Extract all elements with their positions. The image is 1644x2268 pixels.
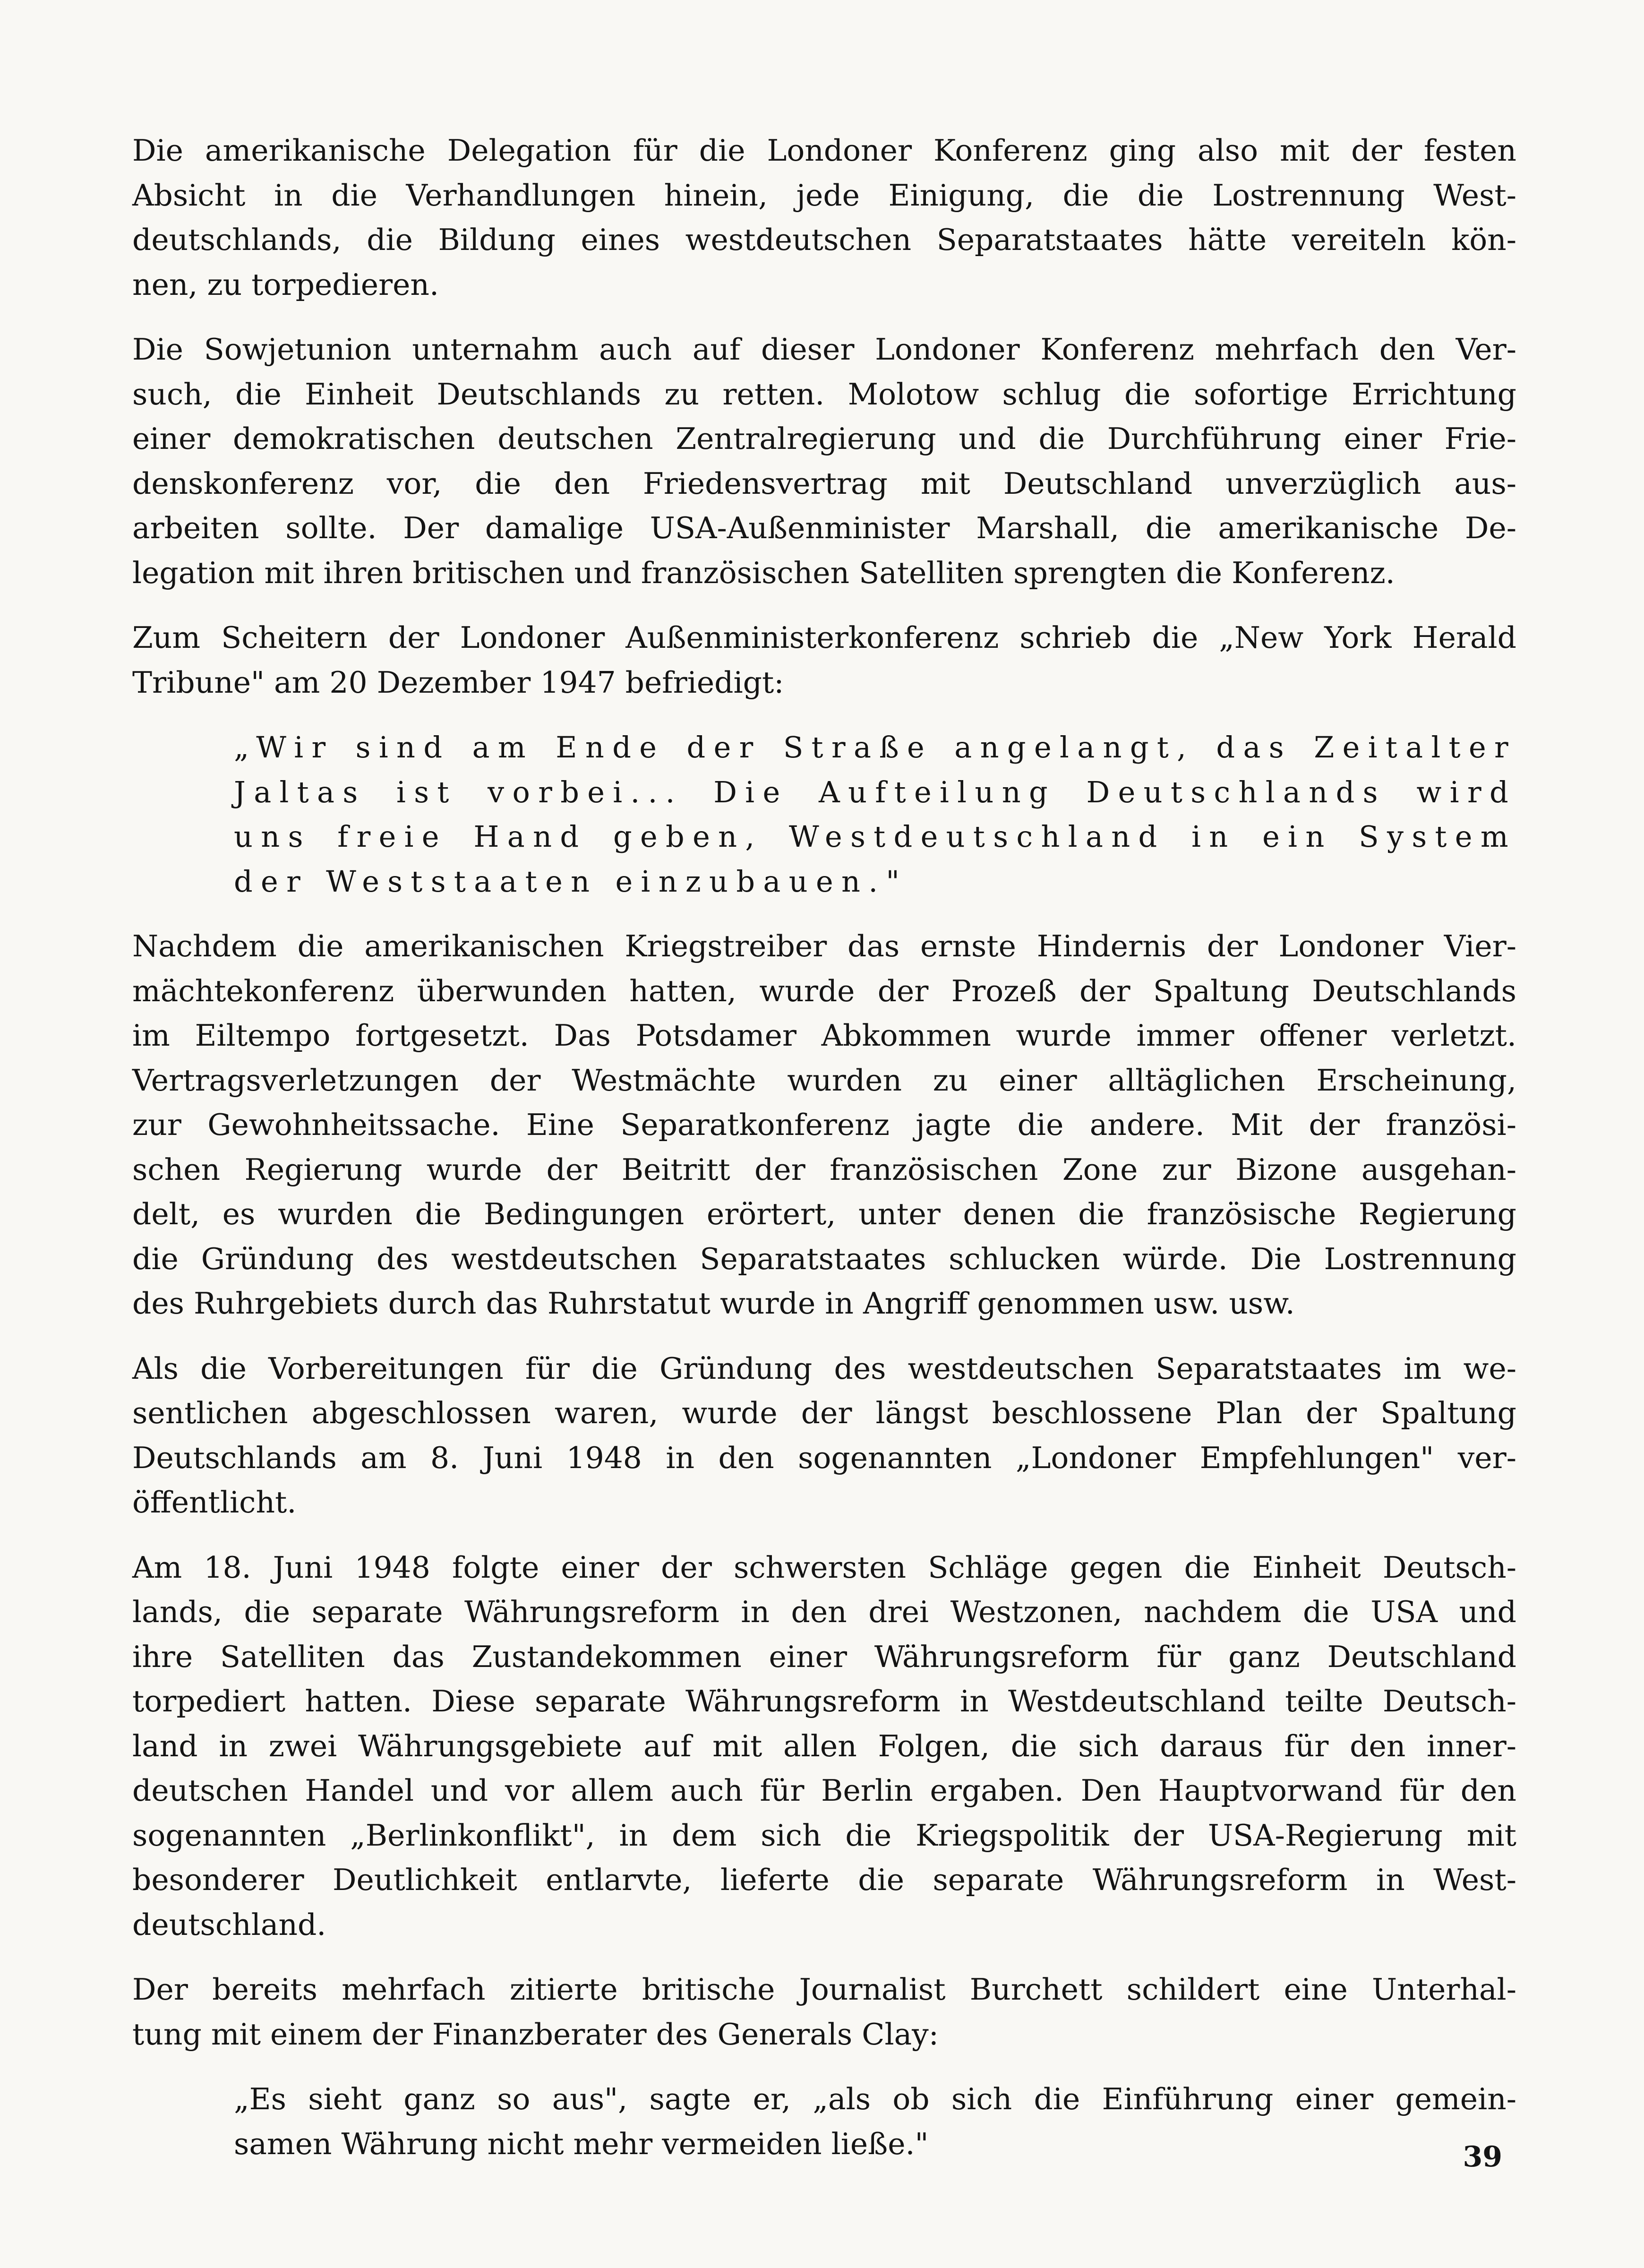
text-line: „Wir sind am Ende der Straße angelangt, das Zeitalter <box>234 730 1516 765</box>
text-line: arbeiten sollte. Der damalige USA-Außenminister Marshall, die amerikanische De- <box>132 511 1516 545</box>
text-line: Der bereits mehrfach zitierte britische Journalist Burchett schildert eine Unterhal- <box>132 1972 1516 2007</box>
page-number: 39 <box>1463 2140 1502 2174</box>
text-line: Deutschlands am 8. Juni 1948 in den sogenannten „Londoner Empfehlungen" ver- <box>132 1440 1516 1475</box>
text-line: Vertragsverletzungen der Westmächte wurden zu einer alltäglichen Erscheinung, <box>132 1063 1516 1098</box>
text-line: ihre Satelliten das Zustandekommen einer Währungsreform für ganz Deutschland <box>132 1639 1516 1674</box>
text-line: zur Gewohnheitssache. Eine Separatkonferenz jagte die andere. Mit der französi- <box>132 1108 1516 1142</box>
text-line: Tribune" am 20 Dezember 1947 befriedigt: <box>132 665 784 700</box>
block-quote-spaced <box>132 725 1516 904</box>
paragraph <box>132 327 1516 595</box>
text-line: deutschen Handel und vor allem auch für Berlin ergaben. Den Hauptvorwand für den <box>132 1773 1516 1808</box>
text-line: Nachdem die amerikanischen Kriegstreiber das ernste Hindernis der Londoner Vier- <box>132 929 1516 963</box>
text-line: Als die Vorbereitungen für die Gründung des westdeutschen Separatstaates im we- <box>132 1351 1516 1386</box>
text-line: uns freie Hand geben, Westdeutschland in ein System <box>234 819 1516 854</box>
paragraph <box>132 129 1516 307</box>
text-line: „Es sieht ganz so aus", sagte er, „als ob sich die Einführung einer gemein- <box>234 2082 1516 2116</box>
text-line: einer demokratischen deutschen Zentralregierung und die Durchführung einer Frie- <box>132 421 1516 456</box>
text-line: nen, zu torpedieren. <box>132 267 439 302</box>
paragraph <box>132 1546 1516 1948</box>
text-line: sentlichen abgeschlossen waren, wurde der längst beschlossene Plan der Spaltung <box>132 1396 1516 1430</box>
paragraph <box>132 1967 1516 2057</box>
text-line: im Eiltempo fortgesetzt. Das Potsdamer Abkommen wurde immer offener verletzt. <box>132 1018 1516 1053</box>
text-line: legation mit ihren britischen und französischen Satelliten sprengten die Konferenz. <box>132 555 1395 590</box>
paragraph <box>132 1347 1516 1525</box>
text-line: denskonferenz vor, die den Friedensvertrag mit Deutschland unverzüglich aus- <box>132 466 1516 501</box>
text-line: öffentlicht. <box>132 1485 297 1520</box>
text-line: land in zwei Währungsgebiete auf mit allen Folgen, die sich daraus für den inner- <box>132 1728 1516 1763</box>
paragraph <box>132 616 1516 705</box>
text-column <box>132 129 1516 2187</box>
text-line: der Weststaaten einzubauen." <box>234 864 908 899</box>
text-line: schen Regierung wurde der Beitritt der französischen Zone zur Bizone ausgehan- <box>132 1152 1516 1187</box>
text-line: such, die Einheit Deutschlands zu retten. Molotow schlug die sofortige Errichtung <box>132 377 1516 412</box>
text-line: torpediert hatten. Diese separate Währungsreform in Westdeutschland teilte Deutsch- <box>132 1684 1516 1718</box>
text-line: Zum Scheitern der Londoner Außenministerkonferenz schrieb die „New York Herald <box>132 620 1516 655</box>
text-line: samen Währung nicht mehr vermeiden ließe." <box>234 2126 929 2161</box>
text-line: lands, die separate Währungsreform in den drei Westzonen, nachdem die USA und <box>132 1595 1516 1629</box>
text-line: sogenannten „Berlinkonflikt", in dem sich die Kriegspolitik der USA-Regierung mit <box>132 1818 1516 1853</box>
block-quote <box>132 2077 1516 2166</box>
text-line: mächtekonferenz überwunden hatten, wurde der Prozeß der Spaltung Deutschlands <box>132 973 1516 1008</box>
text-line: delt, es wurden die Bedingungen erörtert, unter denen die französische Regierung <box>132 1197 1516 1231</box>
text-line: Am 18. Juni 1948 folgte einer der schwersten Schläge gegen die Einheit Deutsch- <box>132 1550 1516 1585</box>
text-line: Die Sowjetunion unternahm auch auf dieser Londoner Konferenz mehrfach den Ver- <box>132 332 1516 367</box>
text-line: Die amerikanische Delegation für die Londoner Konferenz ging also mit der festen <box>132 133 1516 168</box>
text-line: die Gründung des westdeutschen Separatstaates schlucken würde. Die Lostrennung <box>132 1241 1516 1276</box>
text-line: besonderer Deutlichkeit entlarvte, lieferte die separate Währungsreform in West- <box>132 1863 1516 1897</box>
text-line: deutschland. <box>132 1907 326 1942</box>
text-line: tung mit einem der Finanzberater des Generals Clay: <box>132 2017 939 2052</box>
paragraph <box>132 924 1516 1326</box>
text-line: deutschlands, die Bildung eines westdeutschen Separatstaates hätte vereiteln kön- <box>132 223 1516 257</box>
text-line: Jaltas ist vorbei... Die Aufteilung Deutschlands wird <box>234 774 1516 809</box>
text-line: Absicht in die Verhandlungen hinein, jede Einigung, die die Lostrennung West- <box>132 178 1516 213</box>
text-line: des Ruhrgebiets durch das Ruhrstatut wurde in Angriff genommen usw. usw. <box>132 1286 1295 1321</box>
